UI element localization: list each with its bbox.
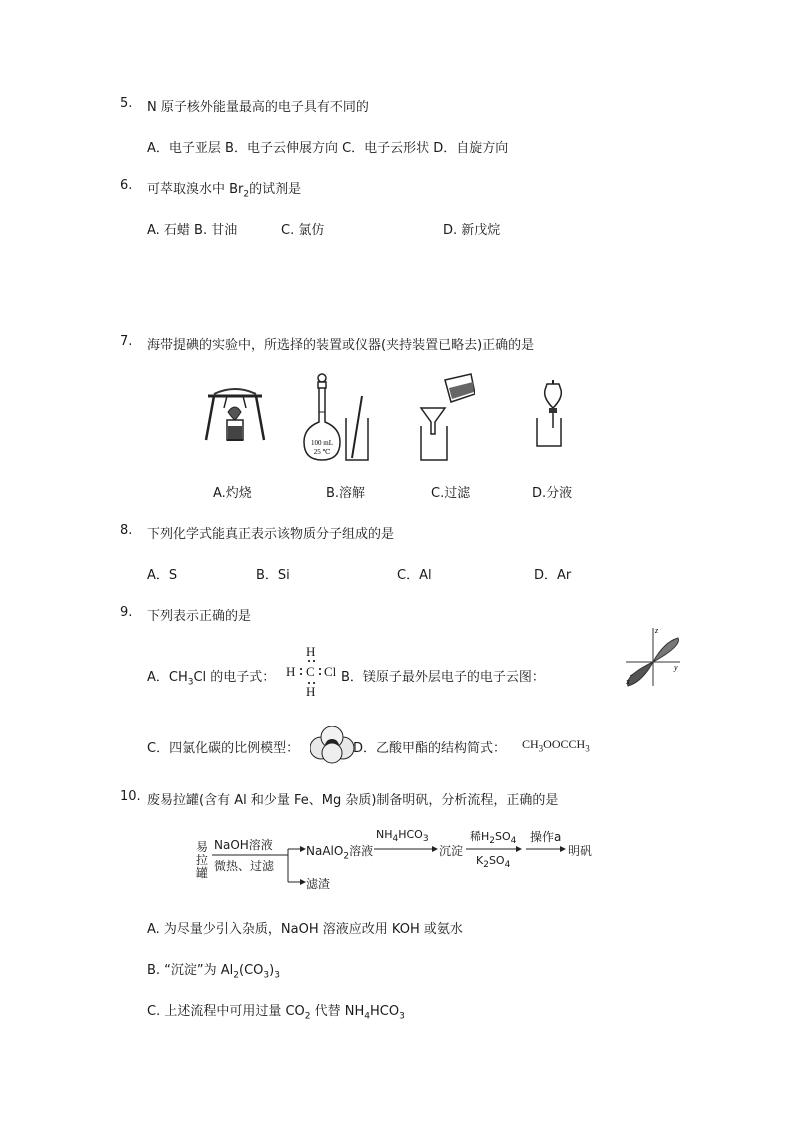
apparatus-volumetric-flask-icon: [300, 372, 370, 464]
q9-a-pre: A．CH: [147, 670, 188, 685]
ccl4-space-filling-model-icon: [310, 726, 354, 764]
q9-number: 9.: [120, 605, 133, 620]
flow-reagent3-bottom-sub2: 4: [504, 860, 511, 871]
q10-c-mid: 代替 NH: [310, 1004, 365, 1019]
q6-stem: [147, 178, 302, 200]
flow-reagent3-top-a: 稀H: [470, 830, 490, 843]
q9-a-post: Cl 的电子式：: [193, 670, 276, 685]
lewis-c: C: [306, 664, 315, 679]
flask-label-volume: 100 mL: [311, 439, 333, 447]
flow-reagent2: [376, 828, 429, 845]
lewis-cl: Cl: [324, 664, 337, 679]
flow-product1-sub: 2: [343, 851, 350, 862]
q10-number: 10.: [120, 789, 141, 804]
q8-option-d: D．Ar: [534, 568, 572, 583]
q7-option-a: A.灼烧: [213, 486, 252, 501]
flow-reagent3-bottom-sub: 2: [483, 860, 489, 871]
flow-product1-tail: 溶液: [349, 844, 374, 858]
q10-b-sub2: 3: [263, 970, 270, 981]
q10-c-post: HCO: [370, 1004, 400, 1019]
q7-option-b: B.溶解: [326, 486, 366, 501]
flow-reagent2-a: NH: [376, 828, 393, 841]
flow-reagent3-top: [470, 828, 517, 847]
q10-c-sub3: 3: [399, 1011, 405, 1022]
q9-option-b: B．镁原子最外层电子的电子云图：: [341, 670, 545, 685]
q5-number: 5.: [120, 96, 133, 111]
flow-final: 明矾: [568, 844, 593, 858]
q9-option-d: D．乙酸甲酯的结构简式：: [353, 741, 507, 756]
flow-reagent3-top-sub: 2: [489, 836, 496, 847]
lewis-h-left: H: [286, 664, 296, 679]
q8-option-a: A．S: [147, 568, 178, 583]
flow-reagent3-top-b: SO: [495, 830, 511, 843]
flow-start-3: 罐: [196, 866, 209, 880]
lewis-h-top: H: [306, 644, 316, 659]
flow-reagent2-sub2: 3: [422, 834, 429, 845]
flow-reagent3-bottom: [476, 854, 511, 871]
q9-option-c: C．四氯化碳的比例模型：: [147, 741, 300, 756]
q10-c-sub2: 4: [364, 1011, 371, 1022]
q9-a-sub: 3: [187, 677, 194, 688]
q9-d-formula: [522, 737, 590, 752]
q8-option-b: B．Si: [256, 568, 290, 583]
q10-b-pre: B. “沉淀”为 Al: [147, 963, 234, 978]
flow-start-1: 易: [196, 840, 209, 854]
q9-d-formula-sub1: 3: [538, 743, 544, 754]
q5-options: A．电子亚层 B．电子云伸展方向 C．电子云形状 D．自旋方向: [147, 141, 509, 156]
q6-option-d: D. 新戊烷: [443, 223, 501, 238]
flow-reagent3-bottom-b: SO: [488, 854, 505, 867]
axis-x-label: x: [626, 677, 630, 686]
q6-stem-b: 的试剂是: [249, 182, 302, 197]
q10-b-sub3: 3: [274, 970, 280, 981]
q10-flowchart: [196, 824, 606, 894]
q9-option-a: [147, 666, 276, 688]
q9-d-formula-sub2: 3: [585, 743, 590, 754]
q10-b-sub1: 2: [233, 970, 240, 981]
flow-reagent2-sub: 4: [392, 834, 399, 845]
apparatus-separatory-funnel-icon: [533, 380, 573, 450]
q9-d-formula-b: OOCCH: [543, 737, 586, 751]
q7-option-c: C.过滤: [431, 486, 471, 501]
q7-option-d: D.分液: [532, 486, 573, 501]
flow-reagent3-top-sub2: 4: [510, 836, 517, 847]
q10-option-b: [147, 959, 280, 981]
flow-residue: 滤渣: [306, 877, 331, 891]
q10-c-pre: C. 上述流程中可用过量 CO: [147, 1004, 305, 1019]
p-orbital-cloud-icon: [622, 624, 684, 688]
flow-step1-bottom: 微热、过滤: [214, 859, 275, 873]
flow-reagent3-bottom-a: K: [476, 854, 484, 867]
q9-d-formula-a: CH: [522, 737, 539, 751]
q6-number: 6.: [120, 178, 133, 193]
q6-option-ab: A. 石蜡 B. 甘油: [147, 223, 238, 238]
q5-stem: N 原子核外能量最高的电子具有不同的: [147, 100, 369, 115]
flow-precipitate: 沉淀: [439, 844, 464, 858]
flow-product1: [306, 842, 374, 862]
q8-number: 8.: [120, 523, 133, 538]
flow-reagent2-b: HCO: [398, 828, 423, 841]
axis-z-label: z: [655, 626, 659, 635]
q6-option-c: C. 氯仿: [281, 223, 325, 238]
q10-c-sub1: 2: [304, 1011, 311, 1022]
flask-label-temperature: 25 ℃: [313, 448, 331, 456]
flow-operation: 操作a: [530, 830, 562, 844]
q6-stem-a: 可萃取溴水中 Br: [147, 182, 244, 197]
lewis-h-bottom: H: [306, 684, 316, 699]
q10-option-c: [147, 1000, 405, 1022]
q10-b-mid: (CO: [239, 963, 264, 978]
flow-product1-main: NaAlO: [306, 844, 344, 858]
q10-stem: 废易拉罐(含有 Al 和少量 Fe、Mg 杂质)制备明矾，分析流程，正确的是: [147, 793, 559, 808]
apparatus-filtration-icon: [415, 372, 475, 464]
flow-start-2: 拉: [196, 853, 209, 867]
q8-option-c: C．Al: [397, 568, 432, 583]
q6-stem-sub: 2: [243, 189, 250, 200]
q7-number: 7.: [120, 334, 133, 349]
q10-b-mid2: ): [269, 963, 275, 978]
lewis-electron-dots: [286, 644, 340, 700]
axis-y-label: y: [674, 663, 678, 672]
flow-step1-top: NaOH溶液: [214, 838, 273, 852]
q9-stem: 下列表示正确的是: [147, 609, 252, 624]
q7-stem: 海带提碘的实验中，所选择的装置或仪器(夹持装置已略去)正确的是: [147, 338, 535, 353]
apparatus-crucible-burner-icon: [200, 382, 270, 444]
q10-option-a: A. 为尽量少引入杂质，NaOH 溶液应改用 KOH 或氨水: [147, 922, 463, 937]
q8-stem: 下列化学式能真正表示该物质分子组成的是: [147, 527, 395, 542]
lewis-structure-ch3cl: [286, 644, 340, 700]
